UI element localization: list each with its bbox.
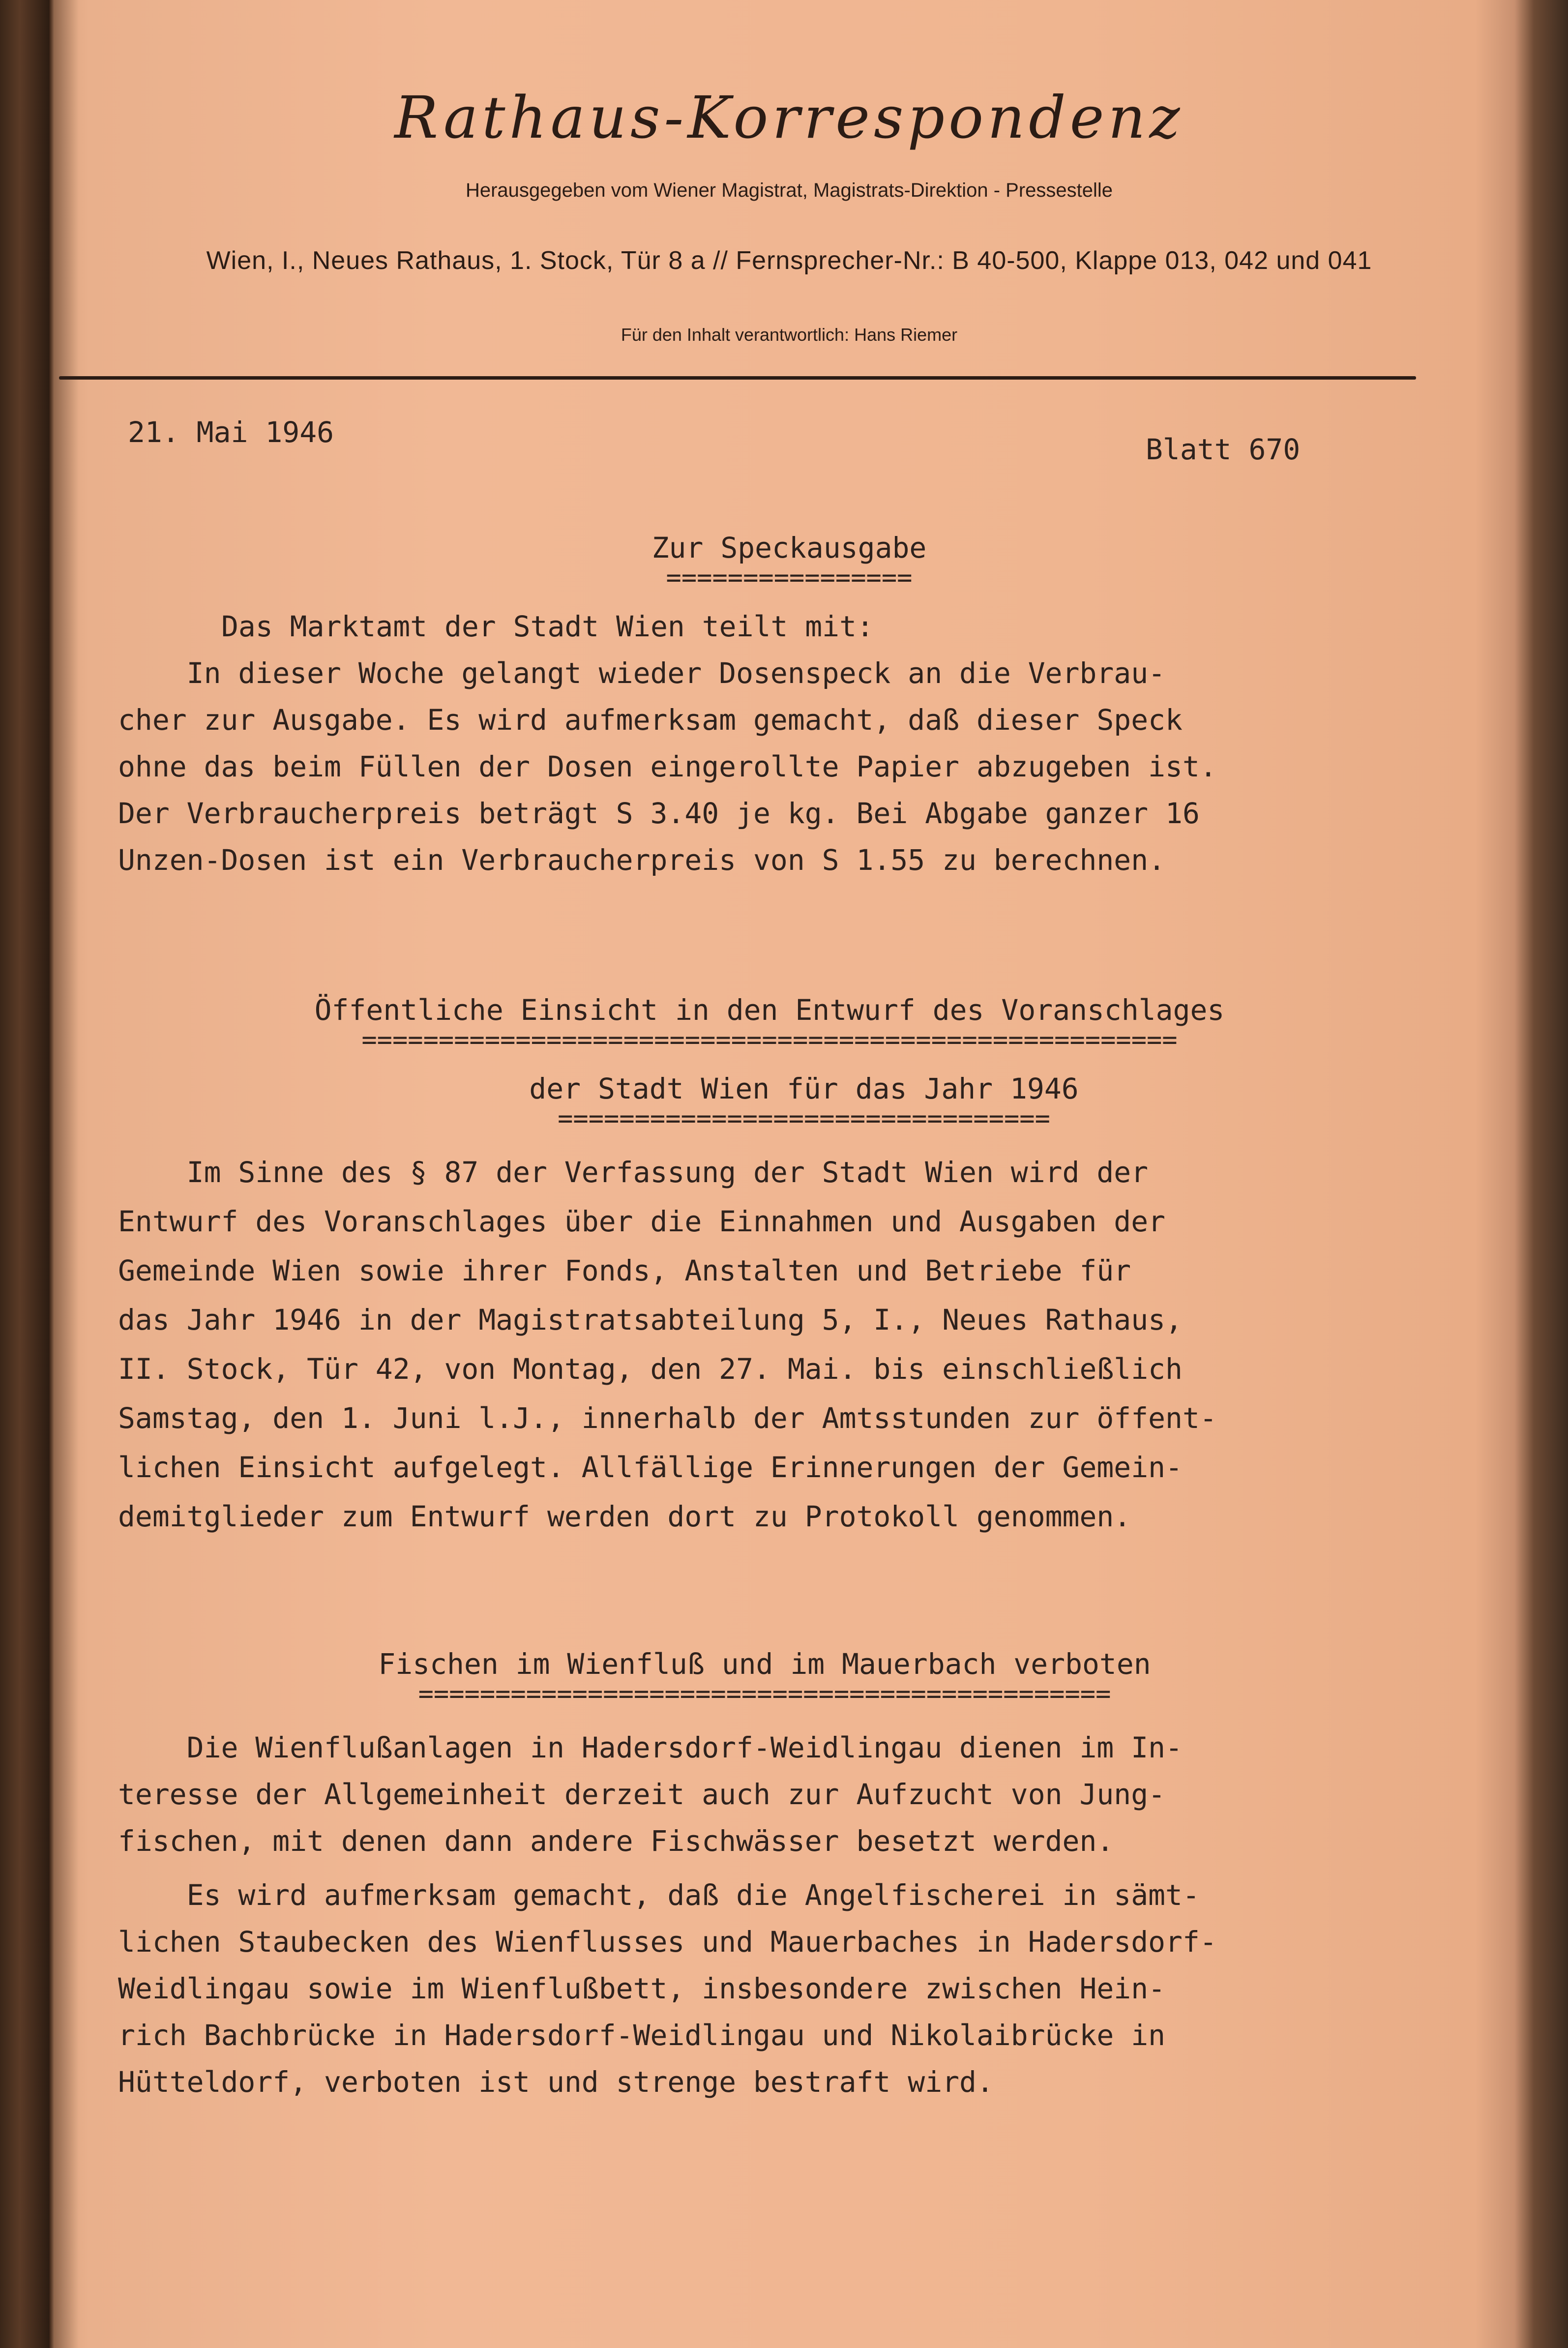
article-3-heading: Fischen im Wienfluß und im Mauerbach verboten (378, 1647, 1151, 1681)
article-3-underline: ============================================= (418, 1679, 1111, 1709)
article-1-line: Der Verbraucherpreis beträgt S 3.40 je kg. Bei Abgabe ganzer 16 (118, 797, 1200, 830)
article-3-line: Weidlingau sowie im Wienflußbett, insbesondere zwischen Hein- (118, 1972, 1166, 2005)
article-2-line: II. Stock, Tür 42, von Montag, den 27. Mai. bis einschließlich (118, 1352, 1183, 1386)
article-2-underline-continued: ================================ (558, 1104, 1050, 1133)
article-1-line: In dieser Woche gelangt wieder Dosenspeck an die Verbrau- (118, 656, 1166, 690)
article-3-line: Es wird aufmerksam gemacht, daß die Angelfischerei in sämt- (118, 1878, 1200, 1912)
article-1-line: Das Marktamt der Stadt Wien teilt mit: (221, 610, 874, 643)
article-2-underline: ===================================================== (361, 1025, 1178, 1055)
article-3-line: fischen, mit denen dann andere Fischwässer besetzt werden. (118, 1824, 1114, 1858)
article-1-line: cher zur Ausgabe. Es wird aufmerksam gemacht, daß dieser Speck (118, 703, 1183, 737)
sheet-number: Blatt 670 (1146, 433, 1301, 466)
masthead-responsible: Für den Inhalt verantwortlich: Hans Riemer (621, 325, 958, 345)
article-2-line: Im Sinne des § 87 der Verfassung der Stadt Wien wird der (118, 1156, 1149, 1189)
article-2-line: das Jahr 1946 in der Magistratsabteilung 5, I., Neues Rathaus, (118, 1303, 1183, 1337)
article-2-line: demitglieder zum Entwurf werden dort zu Protokoll genommen. (118, 1500, 1131, 1533)
article-1-line: ohne das beim Füllen der Dosen eingerollte Papier abzugeben ist. (118, 750, 1217, 783)
article-2-line: Gemeinde Wien sowie ihrer Fonds, Anstalten und Betriebe für (118, 1254, 1131, 1287)
article-3-line: teresse der Allgemeinheit derzeit auch zur Aufzucht von Jung- (118, 1778, 1166, 1811)
masthead-address: Wien, I., Neues Rathaus, 1. Stock, Tür 8 a // Fernsprecher-Nr.: B 40-500, Klappe 013, 042 und 041 (206, 246, 1372, 275)
article-3-line: rich Bachbrücke in Hadersdorf-Weidlingau und Nikolaibrücke in (118, 2019, 1166, 2052)
article-2-line: lichen Einsicht aufgelegt. Allfällige Erinnerungen der Gemein- (118, 1451, 1183, 1484)
issue-date: 21. Mai 1946 (128, 416, 334, 449)
article-1-underline: ================ (666, 563, 913, 593)
article-1-heading: Zur Speckausgabe (651, 531, 927, 565)
article-3-line: Hütteldorf, verboten ist und strenge bestraft wird. (118, 2065, 994, 2099)
article-2-heading: Öffentliche Einsicht in den Entwurf des Voranschlages (314, 993, 1225, 1027)
masthead-title: Rathaus-Korrespondenz (394, 84, 1184, 151)
article-2-heading-continued: der Stadt Wien für das Jahr 1946 (529, 1072, 1079, 1105)
masthead-rule (59, 376, 1416, 380)
article-1-line: Unzen-Dosen ist ein Verbraucherpreis von S 1.55 zu berechnen. (118, 843, 1166, 877)
document-sheet (54, 30, 1524, 2341)
article-3-line: lichen Staubecken des Wienflusses und Mauerbaches in Hadersdorf- (118, 1925, 1217, 1959)
article-2-line: Samstag, den 1. Juni l.J., innerhalb der Amtsstunden zur öffent- (118, 1401, 1217, 1435)
article-3-line: Die Wienflußanlagen in Hadersdorf-Weidlingau dienen im In- (118, 1731, 1183, 1764)
masthead-publisher: Herausgegeben vom Wiener Magistrat, Magistrats-Direktion - Pressestelle (465, 179, 1113, 201)
article-2-line: Entwurf des Voranschlages über die Einnahmen und Ausgaben der (118, 1205, 1166, 1238)
